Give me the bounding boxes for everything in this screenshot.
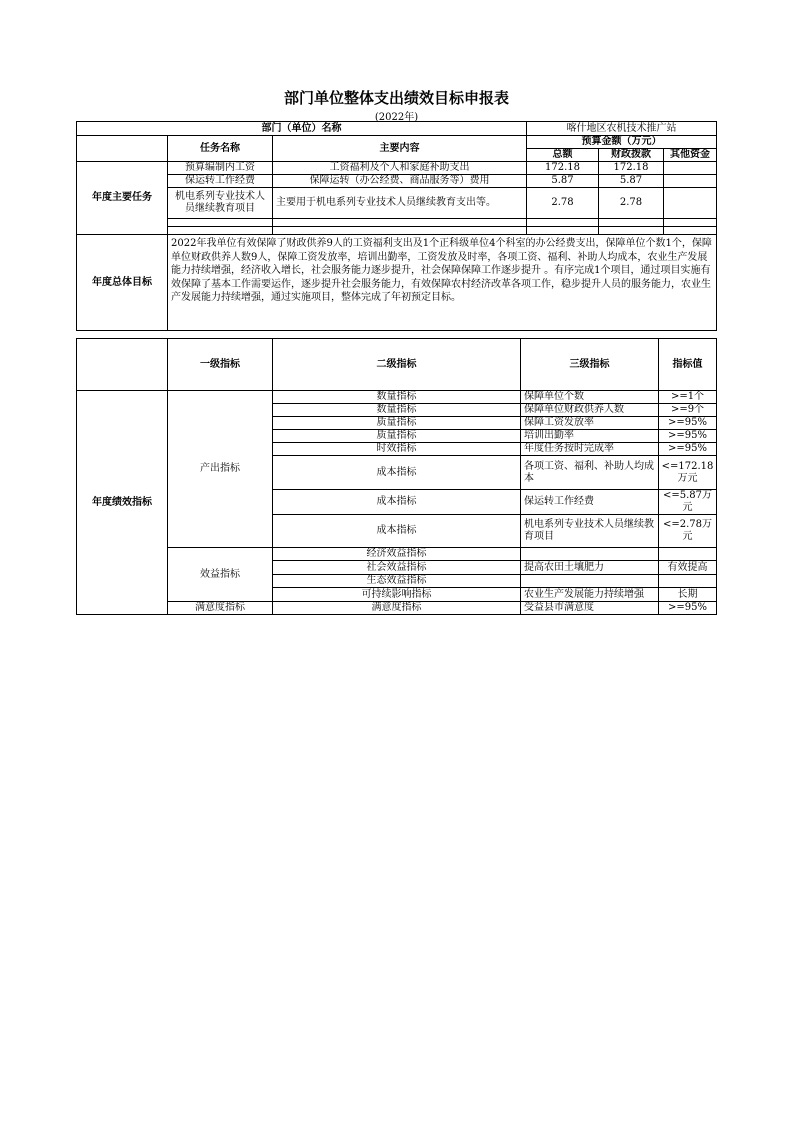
level3-cell: 保障单位财政供养人数 bbox=[521, 404, 659, 417]
task-name: 机电系列专业技术人员继续教育项目 bbox=[168, 188, 273, 219]
level3-cell bbox=[521, 575, 659, 588]
empty-cell bbox=[599, 219, 664, 227]
value-cell: >=9个 bbox=[659, 404, 717, 417]
level3-header: 三级指标 bbox=[521, 339, 659, 391]
task-other bbox=[664, 175, 717, 188]
value-cell: >=95% bbox=[659, 430, 717, 443]
level2-cell: 可持续影响指标 bbox=[273, 588, 521, 602]
task-name: 预算编制内工资 bbox=[168, 162, 273, 175]
overall-goal-label: 年度总体目标 bbox=[77, 235, 168, 331]
level2-cell: 时效指标 bbox=[273, 443, 521, 456]
dept-name-label: 部门（单位）名称 bbox=[77, 122, 527, 136]
level3-cell: 各项工资、福利、补助人均成本 bbox=[521, 456, 659, 490]
level2-cell: 质量指标 bbox=[273, 417, 521, 430]
other-header: 其他资金 bbox=[664, 149, 717, 162]
empty-cell bbox=[599, 227, 664, 235]
spacer-cell bbox=[77, 136, 168, 162]
overall-goal-text: 2022年我单位有效保障了财政供养9人的工资福利支出及1个正科级单位4个科室的办公经费支出，保障单位个数1个，保障单位财政供养人数9人，保障工资发放率，培训出勤率，工资发放及时率，各项工资、福利、补助人均成本，农业生产发展能力持续增强，经济收入增长，社会服务能力逐步提升，社会保障保障工作逐步提升 。有序完成1个项目，通过项目实施有效保障了基本工作需要运作，逐步提升社会服务能力，有效保障农村经济改革各项工作，稳步提升人员的服务能力，农业生产发展能力持续增强，通过实施项目，整体完成了年初预定目标。 bbox=[168, 235, 717, 331]
output-indicator-label: 产出指标 bbox=[168, 391, 273, 548]
task-total: 2.78 bbox=[527, 188, 599, 219]
fiscal-header: 财政拨款 bbox=[599, 149, 664, 162]
value-cell: >=95% bbox=[659, 443, 717, 456]
empty-cell bbox=[664, 227, 717, 235]
empty-cell bbox=[273, 227, 527, 235]
level3-cell: 农业生产发展能力持续增强 bbox=[521, 588, 659, 602]
empty-cell bbox=[527, 227, 599, 235]
value-cell bbox=[659, 575, 717, 588]
task-content: 保障运转（办公经费、商品服务等）费用 bbox=[273, 175, 527, 188]
task-other bbox=[664, 162, 717, 175]
level2-cell: 成本指标 bbox=[273, 490, 521, 515]
level2-header: 二级指标 bbox=[273, 339, 521, 391]
task-total: 172.18 bbox=[527, 162, 599, 175]
empty-cell bbox=[273, 219, 527, 227]
level3-cell: 保障单位个数 bbox=[521, 391, 659, 404]
level3-cell: 年度任务按时完成率 bbox=[521, 443, 659, 456]
task-fiscal: 5.87 bbox=[599, 175, 664, 188]
satisfaction-indicator-label: 满意度指标 bbox=[168, 602, 273, 615]
value-cell: 长期 bbox=[659, 588, 717, 602]
level3-cell: 提高农田土壤肥力 bbox=[521, 561, 659, 575]
level3-cell bbox=[521, 548, 659, 561]
main-content-header: 主要内容 bbox=[273, 136, 527, 162]
empty-cell bbox=[168, 227, 273, 235]
spacer-cell bbox=[77, 339, 168, 391]
task-name-header: 任务名称 bbox=[168, 136, 273, 162]
level1-header: 一级指标 bbox=[168, 339, 273, 391]
value-cell: <=2.78万元 bbox=[659, 515, 717, 548]
performance-label: 年度绩效指标 bbox=[77, 391, 168, 615]
level3-cell: 培训出勤率 bbox=[521, 430, 659, 443]
budget-table bbox=[76, 121, 717, 331]
task-total: 5.87 bbox=[527, 175, 599, 188]
level2-cell: 成本指标 bbox=[273, 456, 521, 490]
empty-cell bbox=[527, 219, 599, 227]
indicator-table bbox=[76, 338, 717, 615]
level3-cell: 机电系列专业技术人员继续教育项目 bbox=[521, 515, 659, 548]
value-cell: <=5.87万元 bbox=[659, 490, 717, 515]
empty-cell bbox=[664, 219, 717, 227]
task-other bbox=[664, 188, 717, 219]
level2-cell: 成本指标 bbox=[273, 515, 521, 548]
annual-tasks-label: 年度主要任务 bbox=[77, 162, 168, 235]
page-title: 部门单位整体支出绩效目标申报表 bbox=[283, 89, 509, 107]
task-name: 保运转工作经费 bbox=[168, 175, 273, 188]
level2-cell: 数量指标 bbox=[273, 391, 521, 404]
task-fiscal: 172.18 bbox=[599, 162, 664, 175]
dept-name-value: 喀什地区农机技术推广站 bbox=[527, 122, 717, 136]
level3-cell: 保运转工作经费 bbox=[521, 490, 659, 515]
value-header: 指标值 bbox=[659, 339, 717, 391]
task-content: 主要用于机电系列专业技术人员继续教育支出等。 bbox=[273, 188, 527, 219]
level2-cell: 数量指标 bbox=[273, 404, 521, 417]
value-cell: >=95% bbox=[659, 417, 717, 430]
level2-cell: 生态效益指标 bbox=[273, 575, 521, 588]
empty-cell bbox=[168, 219, 273, 227]
value-cell: >=95% bbox=[659, 602, 717, 615]
level3-cell: 保障工资发放率 bbox=[521, 417, 659, 430]
level2-cell: 经济效益指标 bbox=[273, 548, 521, 561]
value-cell bbox=[659, 548, 717, 561]
value-cell: <=172.18万元 bbox=[659, 456, 717, 490]
level2-cell: 社会效益指标 bbox=[273, 561, 521, 575]
value-cell: >=1个 bbox=[659, 391, 717, 404]
level2-cell: 质量指标 bbox=[273, 430, 521, 443]
task-content: 工资福利及个人和家庭补助支出 bbox=[273, 162, 527, 175]
total-header: 总额 bbox=[527, 149, 599, 162]
level2-cell: 满意度指标 bbox=[273, 602, 521, 615]
value-cell: 有效提高 bbox=[659, 561, 717, 575]
benefit-indicator-label: 效益指标 bbox=[168, 548, 273, 602]
page-subtitle: (2022年) bbox=[374, 112, 419, 123]
level3-cell: 受益县市满意度 bbox=[521, 602, 659, 615]
budget-header: 预算金额（万元） bbox=[527, 136, 717, 149]
task-fiscal: 2.78 bbox=[599, 188, 664, 219]
